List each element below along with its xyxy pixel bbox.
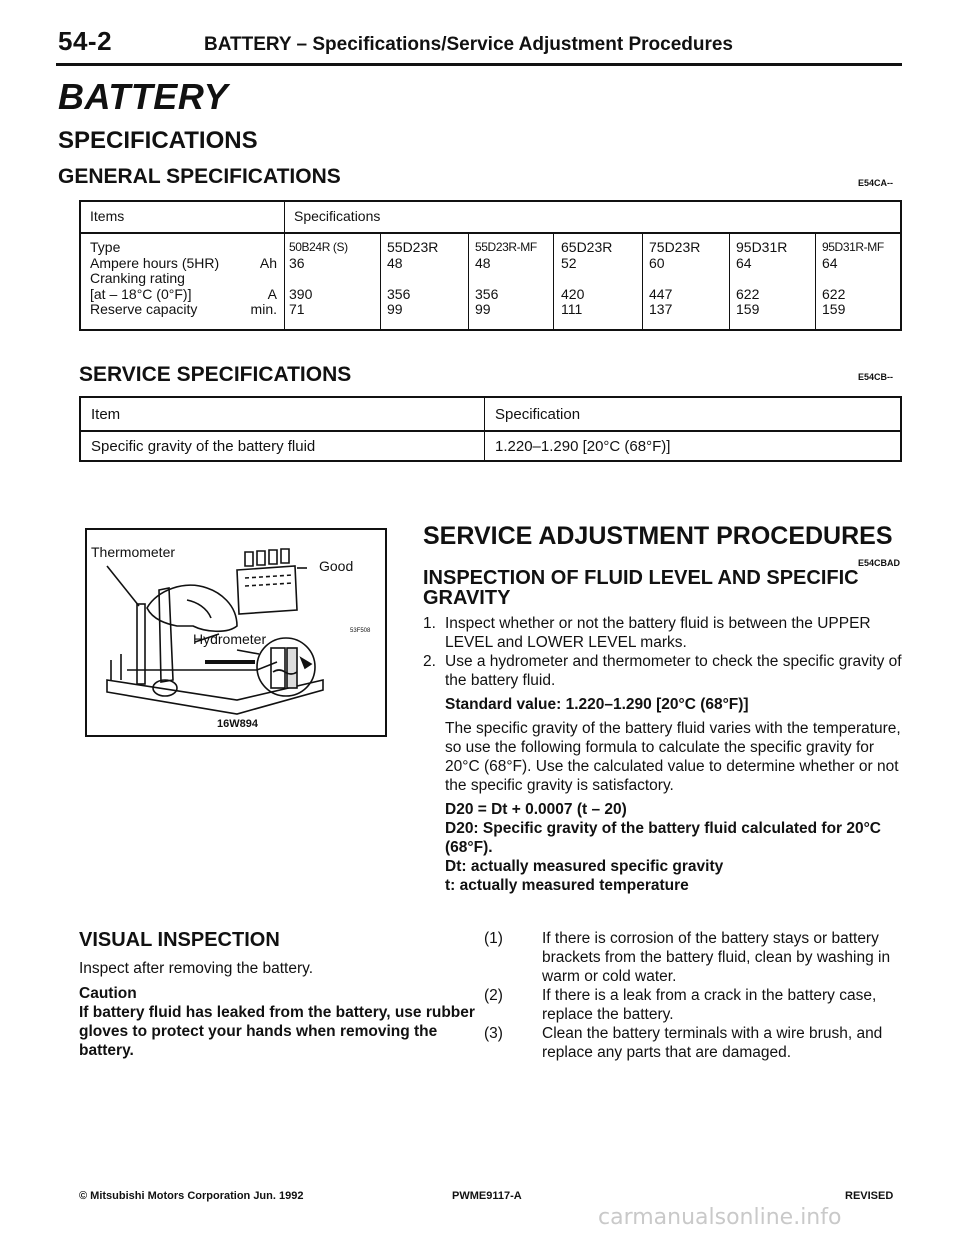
label-good: Good bbox=[319, 558, 354, 574]
header-item: Item bbox=[91, 406, 121, 423]
list-item bbox=[484, 986, 904, 1024]
spec-ampere: 48 bbox=[387, 254, 403, 271]
spec-type: 55D23R-MF bbox=[475, 240, 537, 254]
spec-cranking: 356 bbox=[475, 285, 499, 302]
caution-label: Caution bbox=[79, 985, 137, 1002]
item-number: (3) bbox=[484, 1025, 503, 1042]
column-divider bbox=[815, 232, 816, 329]
spec-type: 95D31R bbox=[736, 239, 788, 255]
spec-cranking: 622 bbox=[822, 285, 846, 302]
caution-text: If battery fluid has leaked from the battery, use rubber gloves to protect your hands when removing the battery. bbox=[79, 1004, 475, 1059]
header-items: Items bbox=[90, 208, 125, 224]
step-number: 2. bbox=[423, 653, 436, 670]
subsection-title-general: GENERAL SPECIFICATIONS bbox=[58, 165, 341, 188]
service-specifications-table bbox=[79, 396, 902, 462]
section-title-battery: BATTERY bbox=[58, 76, 229, 117]
subsection-title-inspection: INSPECTION OF FLUID LEVEL AND SPECIFIC GRAVITY bbox=[423, 567, 859, 609]
header-specifications: Specifications bbox=[294, 208, 381, 224]
item-text: Clean the battery terminals with a wire brush, and replace any parts that are damaged. bbox=[542, 1025, 883, 1061]
spec-reserve: 137 bbox=[649, 301, 673, 317]
standard-value: Standard value: 1.220–1.290 [20°C (68°F)] bbox=[445, 696, 749, 713]
row-specification: 1.220–1.290 [20°C (68°F)] bbox=[495, 438, 671, 455]
spec-type: 55D23R bbox=[387, 239, 439, 255]
formula-definition: Dt: actually measured specific gravity bbox=[445, 858, 724, 875]
formula: D20 = Dt + 0.0007 (t – 20) bbox=[445, 801, 627, 818]
item-number: (1) bbox=[484, 930, 503, 947]
section-title-service-adjustment: SERVICE ADJUSTMENT PROCEDURES bbox=[423, 522, 893, 550]
step-item bbox=[423, 614, 903, 652]
row-label-cranking: Cranking rating bbox=[90, 270, 185, 286]
header-rule bbox=[56, 63, 902, 66]
subsection-title-visual: VISUAL INSPECTION bbox=[79, 929, 280, 951]
inspection-steps bbox=[423, 614, 903, 895]
item-number: (2) bbox=[484, 987, 503, 1004]
section-code: E54CA-- bbox=[858, 178, 894, 188]
step-item bbox=[423, 652, 903, 690]
row-item: Specific gravity of the battery fluid bbox=[91, 438, 316, 455]
spec-type: 95D31R-MF bbox=[822, 240, 884, 254]
section-code: E54CBAD bbox=[858, 558, 901, 568]
spec-type: 65D23R bbox=[561, 239, 613, 255]
spec-cranking: 390 bbox=[289, 285, 313, 302]
spec-type: 75D23R bbox=[649, 239, 701, 255]
header-specification: Specification bbox=[495, 406, 581, 423]
spec-column bbox=[561, 240, 612, 318]
list-item bbox=[484, 1024, 904, 1062]
spec-column bbox=[649, 240, 700, 318]
column-divider bbox=[729, 232, 730, 329]
spec-reserve: 159 bbox=[736, 301, 760, 317]
spec-reserve: 99 bbox=[387, 301, 403, 317]
formula-definition: D20: Specific gravity of the battery fluid calculated for 20°C (68°F). bbox=[445, 820, 882, 856]
spec-column bbox=[289, 240, 348, 318]
general-specifications-table bbox=[79, 200, 902, 331]
label-hydrometer: Hydrometer bbox=[193, 631, 267, 647]
spec-cranking: 447 bbox=[649, 285, 673, 302]
column-divider bbox=[380, 232, 381, 329]
section-title-specifications: SPECIFICATIONS bbox=[58, 127, 258, 154]
footer-revised: REVISED bbox=[845, 1190, 894, 1202]
column-divider bbox=[553, 232, 554, 329]
visual-inspection-list bbox=[484, 929, 904, 1062]
spec-cranking: 420 bbox=[561, 285, 585, 302]
spec-column bbox=[387, 240, 438, 318]
unit-ah: Ah bbox=[259, 254, 277, 271]
hydrometer-figure bbox=[85, 528, 387, 737]
temperature-paragraph: The specific gravity of the battery fluid varies with the temperature, so use the following formula to calculate the specific gravity for 20°C (68°F). Use the calculated value to determine whether or not the specific gravity is satisfactory. bbox=[445, 720, 901, 794]
spec-ampere: 52 bbox=[561, 254, 577, 271]
spec-ampere: 60 bbox=[649, 254, 665, 271]
spec-ampere: 36 bbox=[289, 254, 305, 271]
spec-ampere: 64 bbox=[822, 254, 838, 271]
page-header-title: BATTERY – Specifications/Service Adjustment Procedures bbox=[204, 34, 733, 55]
subsection-title-service: SERVICE SPECIFICATIONS bbox=[79, 363, 352, 386]
section-code: E54CB-- bbox=[858, 372, 894, 382]
column-divider bbox=[468, 232, 469, 329]
label-thermometer: Thermometer bbox=[91, 544, 176, 560]
list-item bbox=[484, 929, 904, 986]
figure-id: 16W894 bbox=[217, 718, 258, 730]
figure-small-code: 53F508 bbox=[350, 628, 371, 634]
spec-cranking: 356 bbox=[387, 285, 411, 302]
row-label-cranking-temp: [at – 18°C (0°F)] bbox=[90, 285, 192, 302]
unit-a: A bbox=[267, 285, 277, 302]
footer-copyright: © Mitsubishi Motors Corporation Jun. 1992 bbox=[79, 1190, 304, 1202]
spec-column bbox=[822, 240, 884, 318]
watermark: carmanualsonline.info bbox=[598, 1205, 842, 1230]
row-label-reserve: Reserve capacity bbox=[90, 301, 198, 317]
item-text: If there is corrosion of the battery stays or battery brackets from the battery fluid, clean by washing in warm or cold water. bbox=[542, 930, 891, 985]
column-divider bbox=[284, 202, 285, 329]
spec-reserve: 159 bbox=[822, 301, 846, 317]
visual-inspection-text bbox=[79, 955, 479, 1060]
table-header-row bbox=[81, 398, 900, 432]
column-divider bbox=[642, 232, 643, 329]
footer-doc-code: PWME9117-A bbox=[452, 1190, 522, 1202]
row-label-ampere: Ampere hours (5HR) bbox=[90, 254, 220, 271]
spec-column bbox=[475, 240, 537, 318]
column-divider bbox=[484, 398, 485, 460]
spec-ampere: 64 bbox=[736, 254, 752, 271]
spec-cranking: 622 bbox=[736, 285, 760, 302]
spec-type: 50B24R (S) bbox=[289, 240, 348, 254]
row-label-type: Type bbox=[90, 239, 121, 255]
step-text: Use a hydrometer and thermometer to check the specific gravity of the battery fluid. bbox=[445, 653, 902, 689]
step-text: Inspect whether or not the battery fluid is between the UPPER LEVEL and LOWER LEVEL marks. bbox=[445, 615, 871, 651]
spec-reserve: 99 bbox=[475, 301, 491, 317]
table-header-row bbox=[81, 202, 900, 234]
spec-reserve: 111 bbox=[561, 301, 583, 317]
spec-column bbox=[736, 240, 787, 318]
spec-reserve: 71 bbox=[289, 301, 305, 317]
item-text: If there is a leak from a crack in the battery case, replace the battery. bbox=[542, 987, 877, 1023]
formula-definition: t: actually measured temperature bbox=[445, 877, 689, 894]
visual-intro: Inspect after removing the battery. bbox=[79, 960, 314, 977]
step-number: 1. bbox=[423, 615, 436, 632]
unit-min: min. bbox=[250, 301, 277, 317]
page-number: 54-2 bbox=[58, 26, 113, 56]
spec-ampere: 48 bbox=[475, 254, 491, 271]
